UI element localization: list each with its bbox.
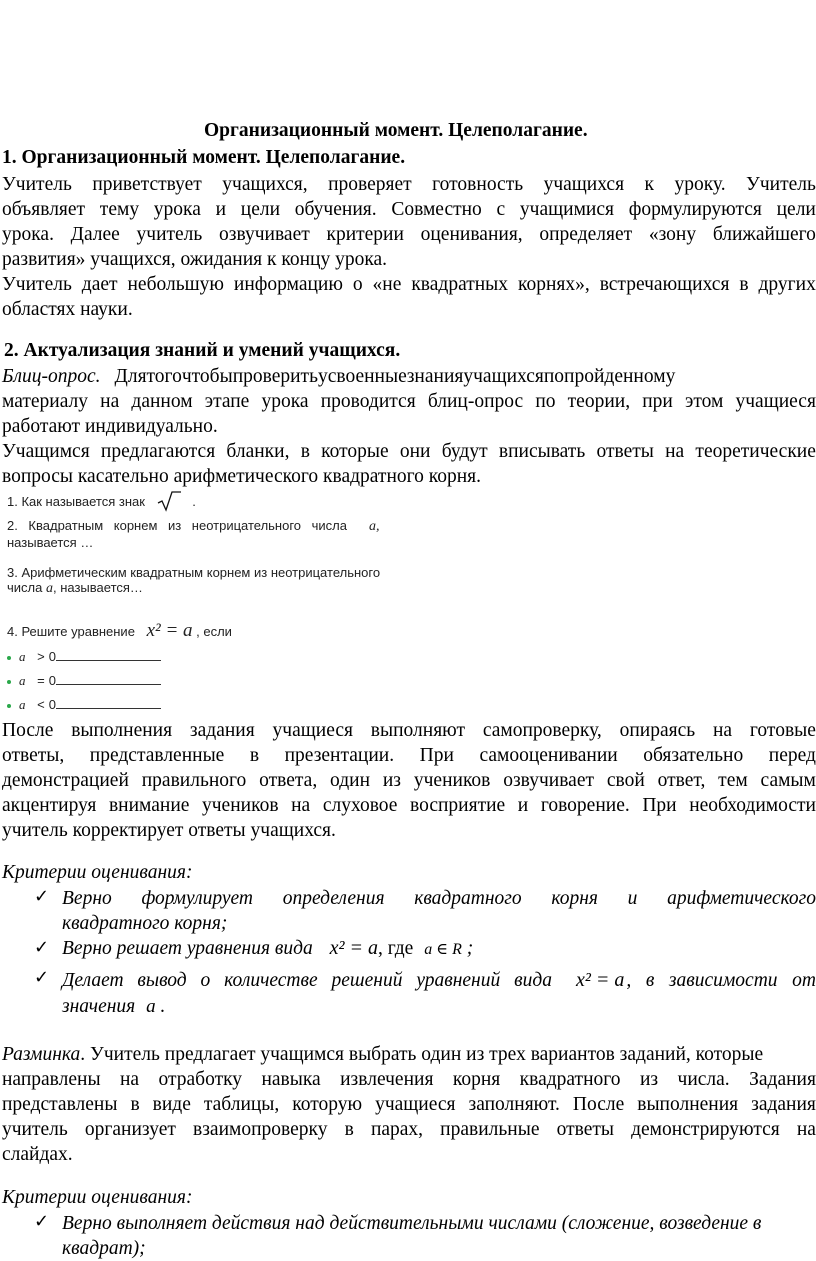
word: самооценивании (479, 745, 618, 766)
bullet-icon (7, 680, 11, 684)
criteria1-item1 (62, 886, 816, 936)
case-var: a (19, 649, 26, 664)
criteria2-item1 (62, 1211, 816, 1261)
word: выполнения (71, 720, 173, 741)
word: «зону (648, 224, 697, 245)
bullet-icon (7, 656, 11, 660)
text-line: областях науки. (2, 299, 133, 320)
word: озвучивает (219, 224, 310, 245)
word: Совместно (391, 199, 482, 220)
word: урока (261, 391, 309, 412)
word: взаимопроверку (193, 1119, 328, 1140)
word: и (215, 199, 227, 220)
text-line (2, 793, 816, 818)
form-question-2 (7, 518, 380, 550)
word: они (399, 441, 431, 462)
word: на (119, 1069, 140, 1090)
word: парах, (370, 1119, 424, 1140)
text-line (2, 197, 816, 222)
word: учеников (413, 770, 491, 791)
word: проводится (320, 391, 416, 412)
form-question-4 (7, 620, 232, 642)
word: этапе (204, 391, 250, 412)
q3-line1: 3. Арифметическим квадратным корнем из неотрицательного (7, 565, 381, 580)
word: по (543, 366, 565, 387)
word: дает (81, 274, 118, 295)
checkmark-icon: ✓ (34, 886, 50, 907)
word: таблицы, (203, 1094, 280, 1115)
word: корнем (113, 518, 158, 533)
c2-condition: a ∈ R (424, 941, 462, 958)
word: свой (606, 770, 645, 791)
text-line: развития» учащихся, ожидания к концу урока. (2, 249, 388, 270)
word: зависимости (668, 969, 778, 991)
word: приветствует (92, 174, 202, 195)
q4-case-2 (7, 672, 161, 689)
case-rel: < (37, 697, 45, 712)
warmup-label: Разминка (2, 1044, 81, 1065)
word: по (535, 391, 556, 412)
word: направлены (2, 1069, 101, 1090)
radical-sign-icon (149, 490, 189, 515)
word: учащихся (543, 174, 625, 195)
word: выполнения (637, 1094, 739, 1115)
word: квадратных (411, 274, 509, 295)
word: уроку. (674, 174, 726, 195)
text-line: квадратного корня; (62, 913, 228, 934)
bullet-icon (7, 704, 11, 708)
word: Учитель (2, 174, 72, 195)
text-line (62, 994, 816, 1019)
word: урока (153, 199, 201, 220)
word: обязательно (643, 745, 744, 766)
word: извлечения (340, 1069, 434, 1090)
word: правильные (440, 1119, 540, 1140)
case-val: 0 (48, 697, 56, 712)
word: из (382, 770, 402, 791)
case-val: 0 (48, 673, 56, 688)
word: самопроверку, (482, 720, 602, 741)
criteria1-item3 (62, 967, 816, 1019)
section1-title: 1. Организационный момент. Целеполагание. (2, 147, 406, 168)
word: тему (99, 199, 140, 220)
word: квадратного (414, 888, 522, 909)
text-line (2, 439, 816, 464)
word: готовые (749, 720, 816, 741)
word: учитель (2, 1119, 68, 1140)
text-line: вопросы касательно арифметического квадратного корня. (2, 466, 482, 487)
word: Задания (749, 1069, 816, 1090)
word: «не (372, 274, 402, 295)
word: о (352, 274, 363, 295)
word: один (330, 770, 371, 791)
blitz-label: Блиц-опрос. (2, 366, 101, 387)
word: ближайшего (712, 224, 816, 245)
word: при (642, 391, 673, 412)
word: пройденному (564, 366, 676, 387)
word: После (572, 1094, 625, 1115)
word: Далее (70, 224, 120, 245)
word: При (642, 795, 677, 816)
c3-equation: x² = a (576, 969, 625, 991)
word: обучения. (294, 199, 377, 220)
word: цели (776, 199, 816, 220)
word: учитель (136, 224, 203, 245)
word: , (626, 969, 632, 991)
word: и (517, 795, 529, 816)
checkmark-icon: ✓ (34, 967, 50, 988)
word: После (2, 720, 54, 741)
warmup-first (2, 1042, 763, 1067)
word: формулирует (141, 888, 254, 909)
word: того (146, 366, 182, 387)
text-line (2, 1117, 816, 1142)
word: блиц-опрос (427, 391, 524, 412)
text-line: Верно выполняет действия над действительными числами (сложение, возведение в (62, 1213, 762, 1234)
word: озвучивает (503, 770, 595, 791)
word: с (496, 199, 506, 220)
word: арифметического (667, 888, 816, 909)
word: решений (331, 970, 403, 991)
word: представленные (89, 745, 225, 766)
text-line (2, 1092, 816, 1117)
c2-where: , где (377, 938, 414, 959)
word: урока. (2, 224, 54, 245)
word: от (792, 969, 816, 991)
word: в (300, 441, 310, 462)
q2-line2: называется … (7, 535, 94, 550)
word: критерии (326, 224, 404, 245)
word: ответы, (2, 745, 65, 766)
word: демонстрацией (2, 770, 129, 791)
word: презентации. (284, 745, 395, 766)
text-line: слайдах. (2, 1144, 73, 1165)
word: знания (406, 366, 464, 387)
word: количестве (224, 970, 318, 991)
text-line: учитель корректирует ответы учащихся. (2, 820, 336, 841)
word: Учитель (746, 174, 816, 195)
text-line (2, 743, 816, 768)
word: информацию (233, 274, 343, 295)
c3-end: . (160, 996, 166, 1017)
word: выполняют (370, 720, 466, 741)
word: отработку (158, 1069, 243, 1090)
answer-blank[interactable] (56, 648, 161, 661)
word: корнях», (517, 274, 590, 295)
text-line (62, 886, 816, 911)
word: объявляет (2, 199, 86, 220)
case-val: 0 (48, 649, 56, 664)
checkmark-icon: ✓ (34, 937, 50, 958)
word: чтобы (181, 366, 233, 387)
text-line-rest (115, 364, 816, 389)
word: теоретические (695, 441, 816, 462)
word: корня (452, 1069, 501, 1090)
form-question-1 (7, 490, 196, 515)
top-heading (196, 120, 588, 142)
case-var: a (19, 697, 26, 712)
case-var: a (19, 673, 26, 688)
case-rel: = (37, 673, 45, 688)
word: на (796, 1119, 816, 1140)
word: определения (282, 888, 385, 909)
word: виде (152, 1094, 191, 1115)
word: проверяет (328, 174, 412, 195)
text-line-words (62, 968, 552, 993)
warmup-first-rest: . Учитель предлагает учащимся выбрать один из трех вариантов заданий, которые (80, 1044, 764, 1065)
text-line (2, 718, 816, 743)
word: на (713, 720, 733, 741)
warmup-paragraph (2, 1042, 816, 1167)
word: навыка (261, 1069, 321, 1090)
word: к (644, 174, 654, 195)
c3-tail (626, 970, 816, 992)
word: проверить (232, 366, 318, 387)
word: из (639, 1069, 659, 1090)
criteria2-title: Критерии оценивания: (2, 1187, 193, 1208)
word: формулируются (628, 199, 762, 220)
c3-var: a (146, 996, 156, 1017)
text-line: работают индивидуально. (2, 416, 218, 437)
q3-var: a (45, 581, 53, 596)
word: бланки, (226, 441, 290, 462)
word: вывод (137, 970, 187, 991)
word: будут (441, 441, 488, 462)
word: числа (311, 518, 347, 533)
answer-blank[interactable] (56, 696, 161, 709)
word: опираясь (619, 720, 696, 741)
word: числа. (677, 1069, 730, 1090)
word: в (344, 1119, 354, 1140)
text-line (2, 768, 816, 793)
criteria1-title: Критерии оценивания: (2, 862, 193, 883)
word: корня (551, 888, 598, 909)
word: акцентируя (2, 795, 97, 816)
text-line (2, 1042, 816, 1067)
word: которые (321, 441, 389, 462)
word: вида (514, 970, 552, 991)
word: в (645, 969, 655, 991)
word: восприятие (410, 795, 506, 816)
word: учеников (202, 795, 279, 816)
word: Учащимся (2, 441, 90, 462)
word: говорение. (540, 795, 630, 816)
q4-equation: x² = a (146, 620, 193, 641)
section2-title: 2. Актуализация знаний и умений учащихся. (4, 340, 401, 361)
q4-case-3 (7, 696, 161, 713)
word: учащихся, (222, 174, 308, 195)
q1-text: 1. Как называется знак (7, 493, 145, 509)
word: о (200, 970, 211, 991)
text-line (2, 222, 816, 247)
word: слуховое (322, 795, 398, 816)
word: ответа, (259, 770, 318, 791)
after-form-paragraph (2, 718, 816, 843)
word: тем (718, 770, 748, 791)
word: Верно (62, 888, 112, 909)
word: задания (189, 720, 255, 741)
text-line (2, 272, 816, 297)
word: 2. (7, 518, 18, 533)
word: на (100, 391, 120, 412)
q4-case-1 (7, 648, 161, 665)
case-rel: > (37, 649, 45, 664)
criteria1-item2 (62, 937, 473, 960)
word: Делает (62, 970, 124, 991)
word: оценивания, (420, 224, 523, 245)
text-line (2, 364, 816, 389)
answer-blank[interactable] (56, 672, 161, 685)
q2-line1 (7, 518, 347, 533)
word: в (249, 745, 260, 766)
word: заполняют. (468, 1094, 560, 1115)
word: на (665, 441, 685, 462)
word: самым (760, 770, 816, 791)
word: учащиеся (375, 1094, 456, 1115)
text-line (2, 1067, 816, 1092)
word: данном (131, 391, 193, 412)
word: других (758, 274, 816, 295)
c3-text: значения (62, 996, 136, 1017)
text-line (2, 172, 816, 197)
word: учащиеся (272, 720, 353, 741)
q3-line2 (7, 580, 380, 597)
word: усвоенные (317, 366, 407, 387)
word: учащиеся (735, 391, 816, 412)
section1-paragraph1 (2, 172, 816, 322)
q1-end: . (192, 493, 196, 509)
word: теории, (567, 391, 631, 412)
word: При (419, 745, 454, 766)
word: ответы (556, 1119, 614, 1140)
word: встречающихся (599, 274, 730, 295)
form-question-3 (7, 565, 380, 597)
word: представлены (2, 1094, 118, 1115)
c2-text: Верно решает уравнения вида (62, 938, 313, 959)
text-line (62, 967, 816, 994)
word: предлагаются (100, 441, 216, 462)
q3-text-end: , называется… (52, 580, 143, 595)
word: необходимости (689, 795, 816, 816)
word: правильного (141, 770, 247, 791)
word: Для (114, 366, 147, 387)
q4-end: , если (196, 624, 232, 639)
word: небольшую (127, 274, 224, 295)
word: в (739, 274, 749, 295)
text-line: квадрат); (62, 1238, 146, 1259)
word: квадратного (519, 1069, 621, 1090)
word: вписывать (498, 441, 586, 462)
word: уравнений (416, 970, 501, 991)
word: неотрицательного (191, 518, 302, 533)
word: и (627, 888, 638, 909)
checkmark-icon: ✓ (34, 1211, 50, 1232)
section2-paragraph (2, 364, 816, 489)
word: задания (751, 1094, 816, 1115)
word: внимание (108, 795, 190, 816)
word: учащихся (463, 366, 544, 387)
text-line (2, 389, 816, 414)
word: определяет (539, 224, 633, 245)
word: этом (684, 391, 724, 412)
top-heading-text: Организационный момент. Целеполагание. (204, 120, 588, 141)
word: готовность (432, 174, 524, 195)
word: демонстрируются (631, 1119, 780, 1140)
word: организует (84, 1119, 176, 1140)
word: ответы (596, 441, 654, 462)
word: цели (240, 199, 281, 220)
q4-text: 4. Решите уравнение (7, 624, 135, 639)
word: перед (768, 745, 816, 766)
word: из (167, 518, 182, 533)
word: материалу (2, 391, 89, 412)
word: ответ, (657, 770, 706, 791)
word: которую (292, 1094, 363, 1115)
word: на (291, 795, 311, 816)
word: в (130, 1094, 140, 1115)
c2-equation: x² = a (329, 937, 378, 959)
word: Учитель (2, 274, 72, 295)
c2-end: ; (466, 938, 474, 959)
word: учащимися (519, 199, 614, 220)
q3-text: числа (7, 580, 43, 595)
q2-var: a, (369, 519, 380, 534)
word: Квадратным (28, 518, 104, 533)
